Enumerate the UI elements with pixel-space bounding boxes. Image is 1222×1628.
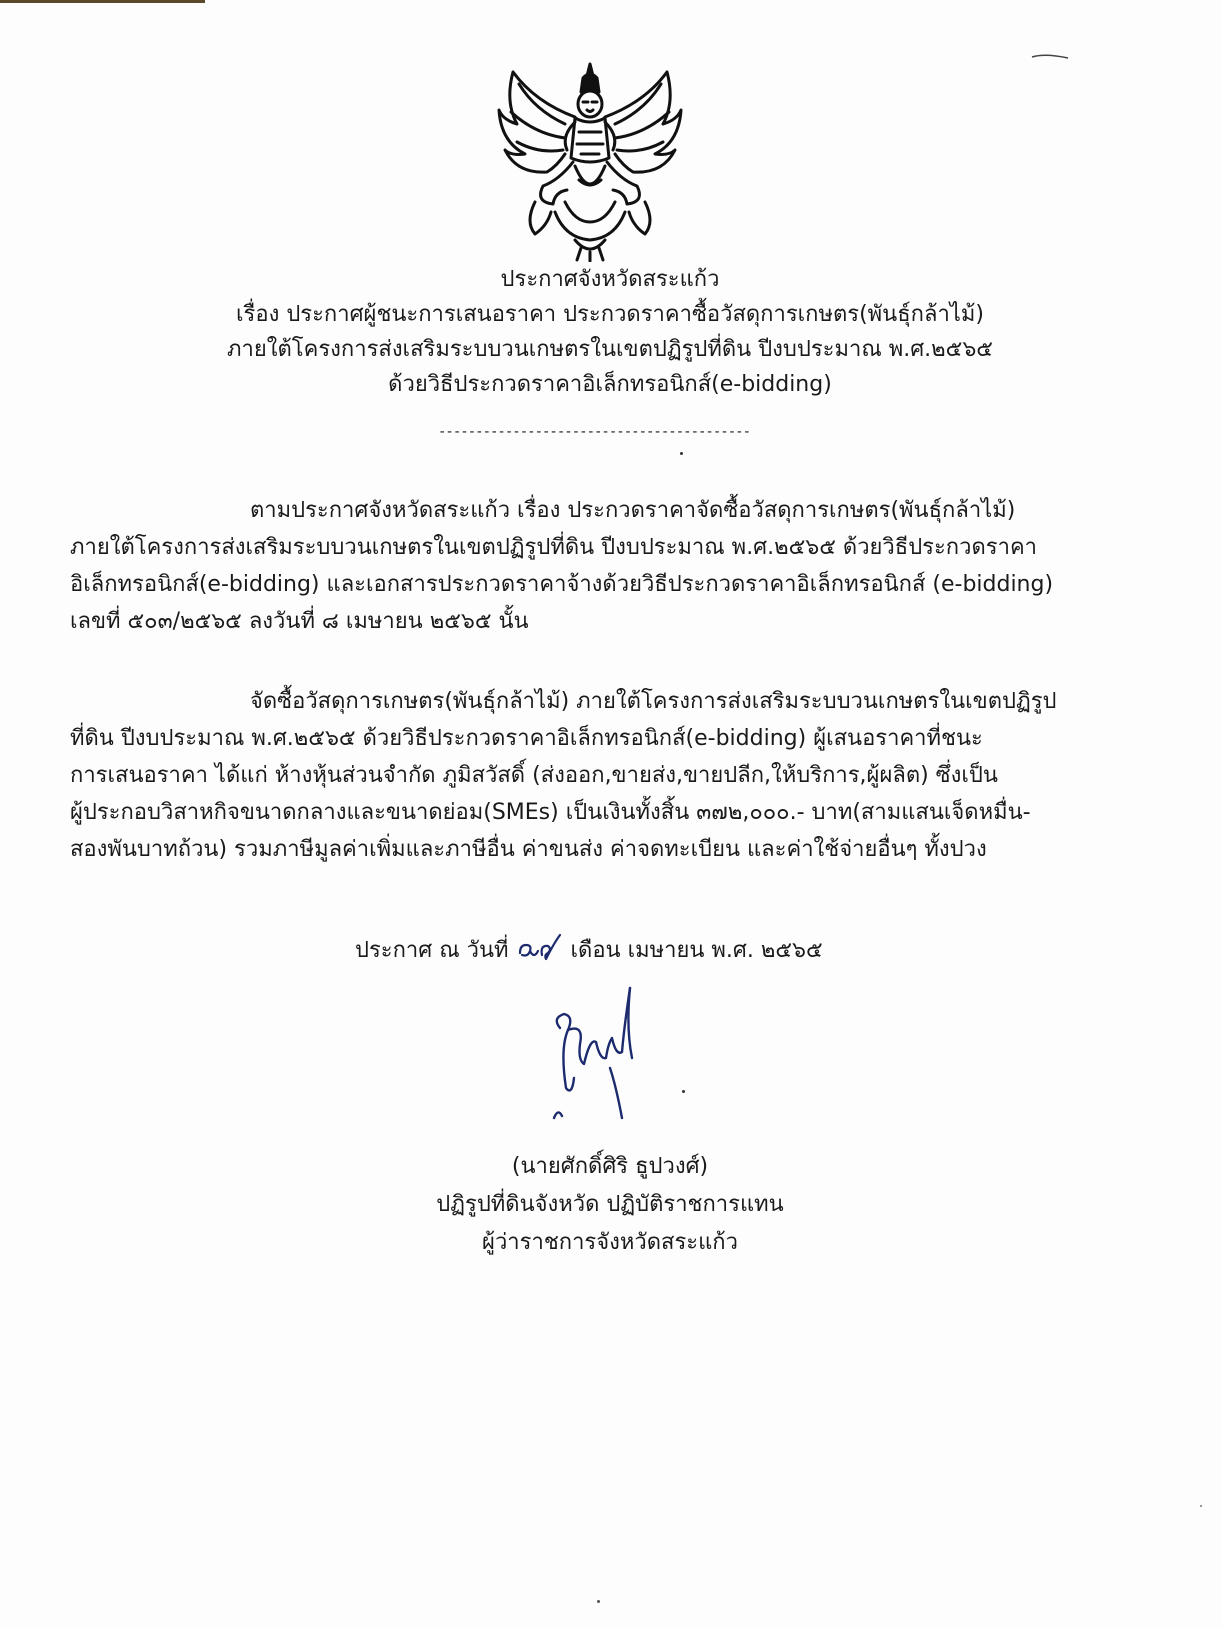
paragraph-line: ตามประกาศจังหวัดสระแก้ว เรื่อง ประกวดราคาจัดซื้อวัสดุการเกษตร(พันธุ์กล้าไม้)	[250, 498, 1016, 523]
handwritten-signature	[550, 968, 680, 1123]
paragraph-line: อิเล็กทรอนิกส์(e-bidding) และเอกสารประกวดราคาจ้างด้วยวิธีประกวดราคาอิเล็กทรอนิกส์ (e-bidding)	[70, 572, 1054, 597]
handwritten-day	[516, 933, 564, 963]
project-title: ภายใต้โครงการส่งเสริมระบบวนเกษตรในเขตปฏิรูปที่ดิน ปีงบประมาณ พ.ศ.๒๕๖๕	[227, 337, 993, 362]
paragraph-line: จัดซื้อวัสดุการเกษตร(พันธุ์กล้าไม้) ภายใต้โครงการส่งเสริมระบบวนเกษตรในเขตปฏิรูป	[250, 689, 1057, 714]
issuing-authority: ประกาศจังหวัดสระแก้ว	[500, 267, 720, 292]
speck	[680, 452, 683, 455]
paragraph-line: ที่ดิน ปีงบประมาณ พ.ศ.๒๕๖๕ ด้วยวิธีประกวดราคาอิเล็กทรอนิกส์(e-bidding) ผู้เสนอราคาที่ชนะ	[70, 726, 983, 751]
speck	[682, 1090, 685, 1093]
paragraph-winner	[70, 683, 1135, 868]
date-suffix: เดือน เมษายน พ.ศ. ๒๕๖๕	[570, 938, 823, 963]
garuda-emblem-icon	[495, 62, 685, 262]
paragraph-line: ภายใต้โครงการส่งเสริมระบบวนเกษตรในเขตปฏิรูปที่ดิน ปีงบประมาณ พ.ศ.๒๕๖๕ ด้วยวิธีประกวดราคา	[70, 535, 1038, 560]
announcement-subject: เรื่อง ประกาศผู้ชนะการเสนอราคา ประกวดราคาซื้อวัสดุการเกษตร(พันธุ์กล้าไม้)	[236, 302, 984, 327]
speck	[1200, 1505, 1202, 1507]
signer-name: (นายศักดิ์ศิริ ธูปวงศ์)	[511, 1154, 709, 1179]
paragraph-line: การเสนอราคา ได้แก่ ห้างหุ้นส่วนจำกัด ภูมิสวัสดิ์ (ส่งออก,ขายส่ง,ขายปลีก,ให้บริการ,ผู้ผลิต) ซึ่งเป็น	[70, 763, 998, 788]
signer-authority: ผู้ว่าราชการจังหวัดสระแก้ว	[482, 1230, 738, 1255]
date-prefix: ประกาศ ณ วันที่	[355, 938, 509, 963]
signer-block	[380, 1148, 840, 1262]
signer-position: ปฏิรูปที่ดินจังหวัด ปฏิบัติราชการแทน	[436, 1192, 784, 1217]
paragraph-reference	[70, 492, 1135, 640]
paragraph-line: ผู้ประกอบวิสาหกิจขนาดกลางและขนาดย่อม(SMEs) เป็นเงินทั้งสิ้น ๓๗๒,๐๐๐.- บาท(สามแสนเจ็ดหมื่น-	[70, 800, 1031, 825]
scan-stroke-mark	[1030, 52, 1070, 60]
announcement-date	[355, 932, 823, 969]
scan-edge-mark	[0, 0, 205, 3]
header-divider: ------------------------------------------	[438, 424, 751, 440]
paragraph-line: สองพันบาทถ้วน) รวมภาษีมูลค่าเพิ่มและภาษีอื่น ค่าขนส่ง ค่าจดทะเบียน และค่าใช้จ่ายอื่นๆ ทั้งปวง	[70, 837, 987, 862]
paragraph-line: เลขที่ ๕๐๓/๒๕๖๕ ลงวันที่ ๘ เมษายน ๒๕๖๕ นั้น	[70, 609, 529, 634]
announcement-header	[110, 262, 1110, 402]
procurement-method: ด้วยวิธีประกวดราคาอิเล็กทรอนิกส์(e-bidding)	[388, 372, 832, 397]
speck	[597, 1600, 600, 1603]
